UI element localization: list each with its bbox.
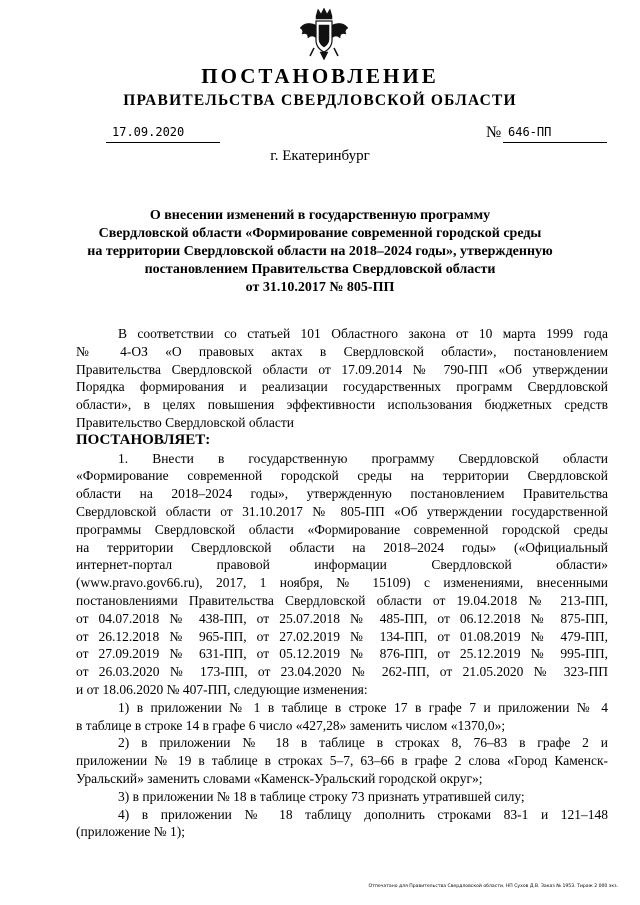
- preamble-line: Правительство Свердловской области: [76, 414, 295, 430]
- heading-line: Свердловской области «Формирование современной городской среды: [98, 226, 542, 241]
- document-date: 17.09.2020: [112, 125, 185, 139]
- coat-of-arms-icon: [296, 6, 352, 62]
- item1-line: на территории Свердловской области на 2018–2024 годы» («Официальный: [76, 539, 608, 555]
- heading-line: на территории Свердловской области на 2018–2024 годы», утвержденную: [87, 244, 553, 259]
- date-underline: [106, 142, 220, 143]
- item1-line: программы Свердловской области «Формирование современной городской среды: [76, 521, 608, 537]
- number-label: №: [486, 124, 502, 141]
- preamble-line: В соответствии со статьей 101 Областного закона от 10 марта 1999 года: [118, 326, 608, 341]
- item1-line: от 26.12.2018 № 965-ПП, от 27.02.2019 № 134-ПП, от 01.08.2019 № 479-ПП,: [76, 628, 608, 644]
- number-underline: [503, 142, 607, 143]
- item1-line: от 27.09.2019 № 631-ПП, от 05.12.2019 № 876-ПП, от 25.12.2019 № 995-ПП,: [76, 646, 608, 662]
- document-body: [76, 325, 608, 841]
- subitem-line: (приложение № 1);: [76, 824, 186, 840]
- city: г. Екатеринбург: [270, 148, 370, 164]
- item1-line: от 26.03.2020 № 173-ПП, от 23.04.2020 № 262-ПП, от 21.05.2020 № 323-ПП: [76, 664, 608, 680]
- preamble-line: Правительства Свердловской области от 17.09.2014 № 790-ПП «Об утверждении: [76, 361, 608, 377]
- preamble-line: области», в целях повышения эффективности использования бюджетных средств: [76, 397, 608, 413]
- item1-line: и от 18.06.2020 № 407-ПП, следующие изменения:: [76, 681, 368, 697]
- subitem-line: 3) в приложении № 18 в таблице строку 73 признать утратившей силу;: [118, 788, 525, 804]
- item1-line: «Формирование современной городской среды на территории Свердловской: [76, 468, 608, 484]
- document-title: ПОСТАНОВЛЕНИЕ: [201, 64, 439, 88]
- issuer-title: ПРАВИТЕЛЬСТВА СВЕРДЛОВСКОЙ ОБЛАСТИ: [123, 92, 517, 109]
- subitem-line: Уральский» заменить словами «Каменск-Уральский городской округ»;: [76, 770, 483, 786]
- item1-line: 1. Внести в государственную программу Свердловской области: [118, 450, 608, 466]
- print-imprint: Отпечатано для Правительства Свердловской области. НП Сухов Д.В. Заказ № 1953. Тираж 2 000 экз.: [368, 884, 618, 889]
- item1-line: области на 2018–2024 годы», утвержденную постановлением Правительства: [76, 486, 608, 502]
- subitem-line: приложении № 19 в таблице в строках 5–7, 63–66 в графе 2 слова «Город Каменск-: [76, 753, 608, 769]
- subitem-line: в таблице в строке 14 в графе 6 число «427,28» заменить числом «1370,0»;: [76, 717, 506, 733]
- preamble-line: Порядка формирования и реализации государственных программ Свердловской: [76, 379, 608, 395]
- document-number: 646-ПП: [508, 125, 552, 139]
- item1-line: интернет-портал правовой информации Свердловской области»: [76, 557, 608, 573]
- item1-line: (www.pravo.gov66.ru), 2017, 1 ноября, № 15109) с изменениями, внесенными: [76, 575, 608, 591]
- item1-line: Свердловской области от 31.10.2017 № 805-ПП «Об утверждении государственной: [76, 503, 608, 519]
- decree-word: ПОСТАНОВЛЯЕТ:: [76, 431, 211, 448]
- preamble-line: № 4-ОЗ «О правовых актах в Свердловской области», постановлением: [76, 343, 608, 359]
- heading-line: от 31.10.2017 № 805-ПП: [245, 280, 395, 295]
- subitem-line: 2) в приложении № 18 в таблице в строках 8, 76–83 в графе 2 и: [118, 735, 608, 751]
- item1-line: от 04.07.2018 № 438-ПП, от 25.07.2018 № 485-ПП, от 06.12.2018 № 875-ПП,: [76, 610, 608, 626]
- heading-line: постановлением Правительства Свердловской области: [144, 262, 496, 277]
- item1-line: постановлениями Правительства Свердловской области от 19.04.2018 № 213-ПП,: [76, 592, 608, 608]
- subitem-line: 1) в приложении № 1 в таблице в строке 17 в графе 7 и приложении № 4: [118, 699, 608, 715]
- heading-line: О внесении изменений в государственную программу: [149, 208, 491, 223]
- document-heading: [70, 207, 570, 297]
- subitem-line: 4) в приложении № 18 таблицу дополнить строками 83-1 и 121–148: [118, 806, 608, 822]
